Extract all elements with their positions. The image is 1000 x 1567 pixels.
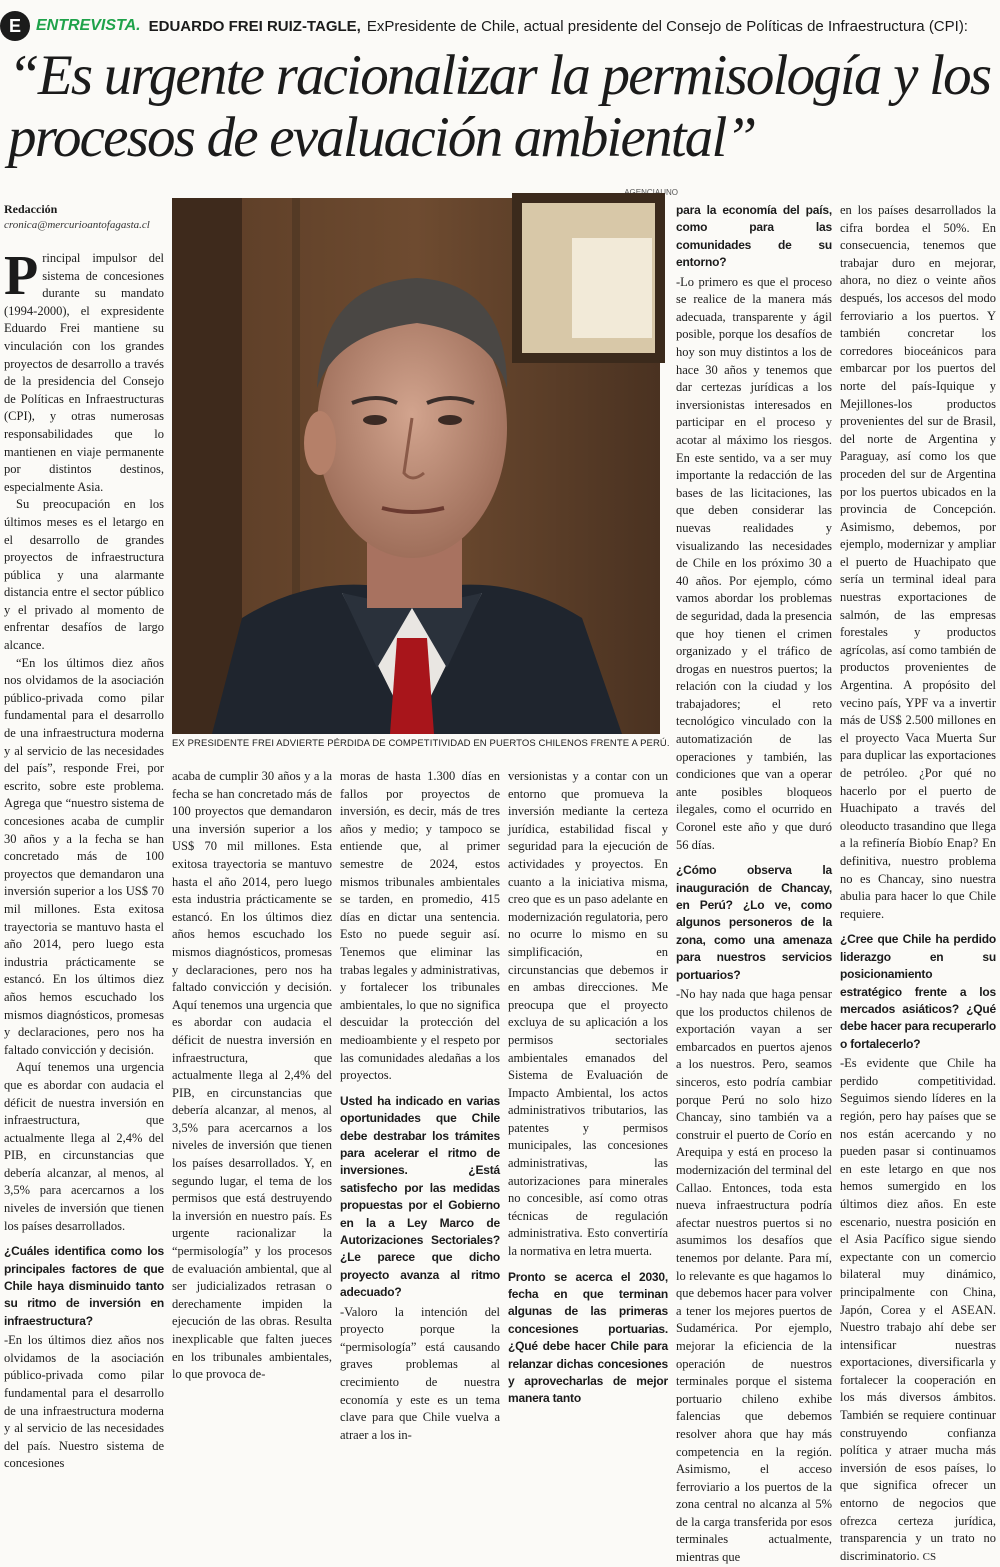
byline-email: cronica@mercurioantofagasta.cl bbox=[4, 219, 150, 231]
paragraph: versionistas y a contar con un entorno que promueva la inversión mediante la certeza jurídica, estabilidad fiscal y seguridad para la ejecución de actividades y proyectos. En cuanto a la iniciativa misma, creo que es un paso adelante en modernización regulatoria, pero no ocurre lo mismo en su simplificación, en circunstancias que debemos ir en ambas direcciones. Me preocupa que el proyecto excluya de su aplicación a los permisos sectoriales ambientales emanados del Sistema de Evaluación de Impacto Ambiental, los actos administrativos tributarios, las patentes y permisos municipales, las concesiones administrativas, las autorizaciones para minerales no concesible, así como otras técnicas de regulación administrativa. Esto convertiría la normativa en letra muerta. bbox=[508, 769, 668, 1259]
paragraph: en los países desarrollados la cifra bordea el 50%. En consecuencia, tenemos que trabajar duro en mejorar, ahora, no diez o veinte años después, los accesos del modo ferroviario a los puertos. Y también concretar los corredores bioceánicos para embarcar por los puertos del norte del país-Iquique y Mejillones-los productos provenientes del sur de Brasil, del norte de Argentina y Paraguay, así como los que proceden del sur de Argentina por los puertos ubicados en la provincia de Concepción. Asimismo, debemos, por ejemplo, modernizar y ampliar el puerto de Huachipato que sería un terminal ideal para nuestras exportaciones de salmón, de las empresas forestales y productos agrícolas, así como también de productos provenientes de Argentina. A propósito del vecino país, YPF va a invertir más de US$ 2.500 millones en el proyecto Vaca Muerta Sur para duplicar las exportaciones de petróleo. ¿Por qué no hacerlo por el puerto de Huachipato a través del oleoducto trasandino que llega a la refinería Biobío Enap? En definitiva, nuestro problema no es Chancay, sino nuestra abulia para hacer lo que Chile requiere. bbox=[840, 203, 996, 921]
byline bbox=[4, 202, 166, 231]
answer bbox=[840, 1055, 996, 1566]
column-5 bbox=[676, 202, 832, 1565]
portrait-illustration bbox=[172, 198, 660, 734]
dropcap: P bbox=[4, 245, 39, 307]
column-3 bbox=[340, 768, 500, 1442]
photo-credit: AGENCIAUNO bbox=[624, 188, 678, 197]
column-4 bbox=[508, 768, 668, 1406]
question: ¿Cuáles identifica como los principales factores de que Chile haya disminuido tanto su ritmo de inversión en infraestructura? bbox=[4, 1244, 164, 1328]
byline-author: Redacción bbox=[4, 202, 58, 216]
lead-text: rincipal impulsor del sistema de concesiones durante su mandato (1994-2000), el expresidente Eduardo Frei mantiene su vinculación con los grandes proyectos de desarrollo a través de la presidencia del Consejo de Políticas en Infraestructuras (CPI), y otras numerosas responsabilidades que lo mantienen en viaje permanente por distintos destinos, especialmente Asia. bbox=[4, 251, 164, 494]
kicker-line bbox=[0, 8, 1000, 44]
paragraph: Aquí tenemos una urgencia que es abordar con audacia el déficit de nuestra inversión en infraestructura, que actualmente llega al 2,4% del PIB, en circunstancias que debería alcanzar, al menos, al 3,5% para acercarnos a los niveles de inversión que tienen los países desarrollados. bbox=[4, 1060, 164, 1233]
paragraph: acaba de cumplir 30 años y a la fecha se han concretado más de 100 proyectos que demandaron una inversión superior a los US$ 70 mil millones. Esta exitosa trayectoria se mantuvo hasta el año 2014, pero luego esta industria prácticamente se estancó. En los últimos diez años hemos escuchado los mismos diagnósticos, promesas y declaraciones, pero nos ha faltado convicción y decisión. Aquí tenemos una urgencia que es abordar con audacia el déficit de nuestra inversión en infraestructura, que actualmente llega al 2,4% del PIB, en circunstancias que debería alcanzar, al menos, al 3,5% para acercarnos a los niveles de inversión que tienen los países desarrollados. Y, en segundo lugar, el tema de los permisos que está destruyendo la inversión en nuestro país. Es urgente racionalizar la “permisología” y los procesos de evaluación ambiental, que al ser judicializados retrasan o derechamente impiden la ejecución de las obras. Resulta inexplicable que falten jueces en los tribunales ambientales, lo que provoca de- bbox=[172, 769, 332, 1382]
end-mark: CS bbox=[922, 1550, 937, 1563]
question: ¿Cree que Chile ha perdido liderazgo en su posicionamiento estratégico frente a los mercados asiáticos? ¿Qué debe hacer para recuperarlo o fortalecerlo? bbox=[840, 932, 997, 1051]
answer: -En los últimos diez años nos olvidamos de la asociación público-privada como pilar fundamental para el desarrollo de una infraestructura moderna y al servicio de las necesidades del país. Nuestro sistema de concesiones bbox=[4, 1333, 164, 1471]
interviewee-name: EDUARDO FREI RUIZ-TAGLE, bbox=[148, 17, 361, 35]
paragraph: moras de hasta 1.300 días en fallos por proyectos de inversión, es decir, más de tres años y medio; y tampoco se entiende que, al primer semestre de 2024, estos mismos tribunales ambientales se tarden, en promedio, 415 días en dictar una sentencia. Esto no puede seguir así. Tenemos que eliminar las trabas legales y administrativas, y fortalecer los tribunales ambientales, lo que no significa descuidar la protección del medioambiente y el respeto por las comunidades aledañas a los proyectos. bbox=[340, 769, 500, 1083]
section-label: ENTREVISTA. bbox=[36, 17, 141, 34]
answer-text: -Es evidente que Chile ha perdido competitividad. Seguimos siendo líderes en la región, pero hay países que se nos están acercando y no pueden pasar si continuamos en este letargo en que nos hemos sumergido en los últimos diez años. En este escenario, nuestra posición en el Asia Pacífico sigue siendo expectante con un comercio bilateral muy dinámico, principalmente con China, Japón, Corea y el ASEAN. Nuestro trabajo ahí debe ser intensificar nuestras exportaciones, diversificarla y fortalecer la cooperación en los más diversos ámbitos. También se requiere continuar construyendo confianza política y atraer mucha más inversión de esos países, lo que significa ofrecer un entorno de negocios que ofrezca certeza jurídica, transparencia y un trato no discriminatorio. bbox=[840, 1056, 996, 1563]
paragraph: “En los últimos diez años nos olvidamos de la asociación público-privada como pilar fundamental para el desarrollo de una infraestructura moderna y al servicio de las necesidades del país”, responde Frei, por escrito, sobre este problema. Agrega que “nuestro sistema de concesiones acaba de cumplir 30 años y a la fecha se han concretado más de 100 proyectos que demandaron una inversión superior a los US$ 70 mil millones. Esta exitosa trayectoria se mantuvo hasta el año 2014, pero luego esta industria prácticamente se estancó. En los últimos diez años hemos escuchado los mismos diagnósticos, promesas y declaraciones, pero nos ha faltado convicción y decisión. bbox=[4, 655, 164, 1057]
lead-paragraph bbox=[4, 245, 164, 496]
headline: “Es urgente racionalizar la permisología y los procesos de evaluación ambiental” bbox=[8, 44, 991, 169]
answer: -No hay nada que haga pensar que los productos chilenos de exportación vayan a ser embarcados en puertos ajenos a los nuestros. Pero, seamos sinceros, esto podría cambiar porque Perú no solo hizo Chancay, sino también va a construir el puerto de Corío en Arequipa y está en proceso la modernización del terminal del Callao. Entonces, toda esta nueva infraestructura podría afectar nuestros puertos si no asumimos los desafíos que tenemos por delante. Para mí, lo relevante es que hagamos lo que debemos hacer para volver a tener los mejores puertos de Sudamérica. Por ejemplo, mejorar la eficiencia de la operación de nuestros terminales porque el sistema portuario chileno exhibe falencias que debemos resolver ahora que hay más competencia en la región. Asimismo, el acceso ferroviario a los puertos de la zona central no alcanza al 5% de la carga transferida por esos terminales actualmente, mientras que bbox=[676, 987, 832, 1565]
answer: -Valoro la intención del proyecto porque la “permisología” está causando graves problemas al crecimiento de nuestra economía y este es un tema clave para que Chile vuelva a atraer a los in- bbox=[340, 1304, 500, 1442]
question: Pronto se acerca el 2030, fecha en que terminan algunas de las primeras concesiones portuarias. ¿Qué debe hacer Chile para relanzar dichas concesiones y aprovecharlas de mejor manera tanto bbox=[508, 1269, 668, 1406]
photo-caption: EX PRESIDENTE FREI ADVIERTE PÉRDIDA DE COMPETITIVIDAD EN PUERTOS CHILENOS FRENTE A PERÚ. bbox=[172, 738, 670, 749]
paragraph: Su preocupación en los últimos meses es el letargo en el desarrollo de grandes proyectos de infraestructura pública y una alarmante distancia entre el sector público y el privado al momento de enfrentar desafíos de largo alcance. bbox=[4, 497, 164, 653]
section-badge: E bbox=[0, 11, 30, 41]
column-1 bbox=[4, 245, 164, 1471]
column-6 bbox=[840, 202, 997, 1563]
question: para la economía del país, como para las comunidades de su entorno? bbox=[676, 203, 832, 270]
column-2 bbox=[172, 768, 332, 1382]
interviewee-role: ExPresidente de Chile, actual presidente del Consejo de Políticas de Infraestructura (CPI): bbox=[366, 17, 968, 35]
question: ¿Cómo observa la inauguración de Chancay, en Perú? ¿Lo ve, como algunos personeros de la zona, como una amenaza para nuestros servicios portuarios? bbox=[676, 863, 832, 982]
answer: -Lo primero es que el proceso se realice de la manera más adecuada, transparente y ágil posible, porque los desafíos de hoy son muy distintos a los de hace 30 años y tenemos que dar certezas jurídicas a los inversionistas interesados en participar en el proceso y acotar al máximo los riesgos. En este sentido, va a ser muy importante la redacción de las bases de las licitaciones, las que deben considerar las nuevas realidades y visualizando las necesidades de Chile en los próximo 30 a 40 años. Por ejemplo, cómo vamos abordar los problemas de seguridad, dada la presencia que hoy tienen el crimen organizado y el tráfico de drogas en nuestros puertos; la relación con la ciudad y los trabajadores; el reto tecnológico vinculado con la automatización de las operaciones y también, las condiciones que van a operar ante posibles bloqueos ilegales, como el ocurrido en Coronel este año y que duró 56 días. bbox=[676, 274, 832, 852]
portrait-photo bbox=[172, 198, 660, 734]
question: Usted ha indicado en varias oportunidades que Chile debe destrabar los trámites para acelerar el ritmo de inversiones. ¿Está satisfecho por las medidas propuestas por el Gobierno en la a Ley Marco de Autorizaciones Sectoriales? ¿Le parece que dicho proyecto avanza al ritmo adecuado? bbox=[340, 1093, 500, 1300]
